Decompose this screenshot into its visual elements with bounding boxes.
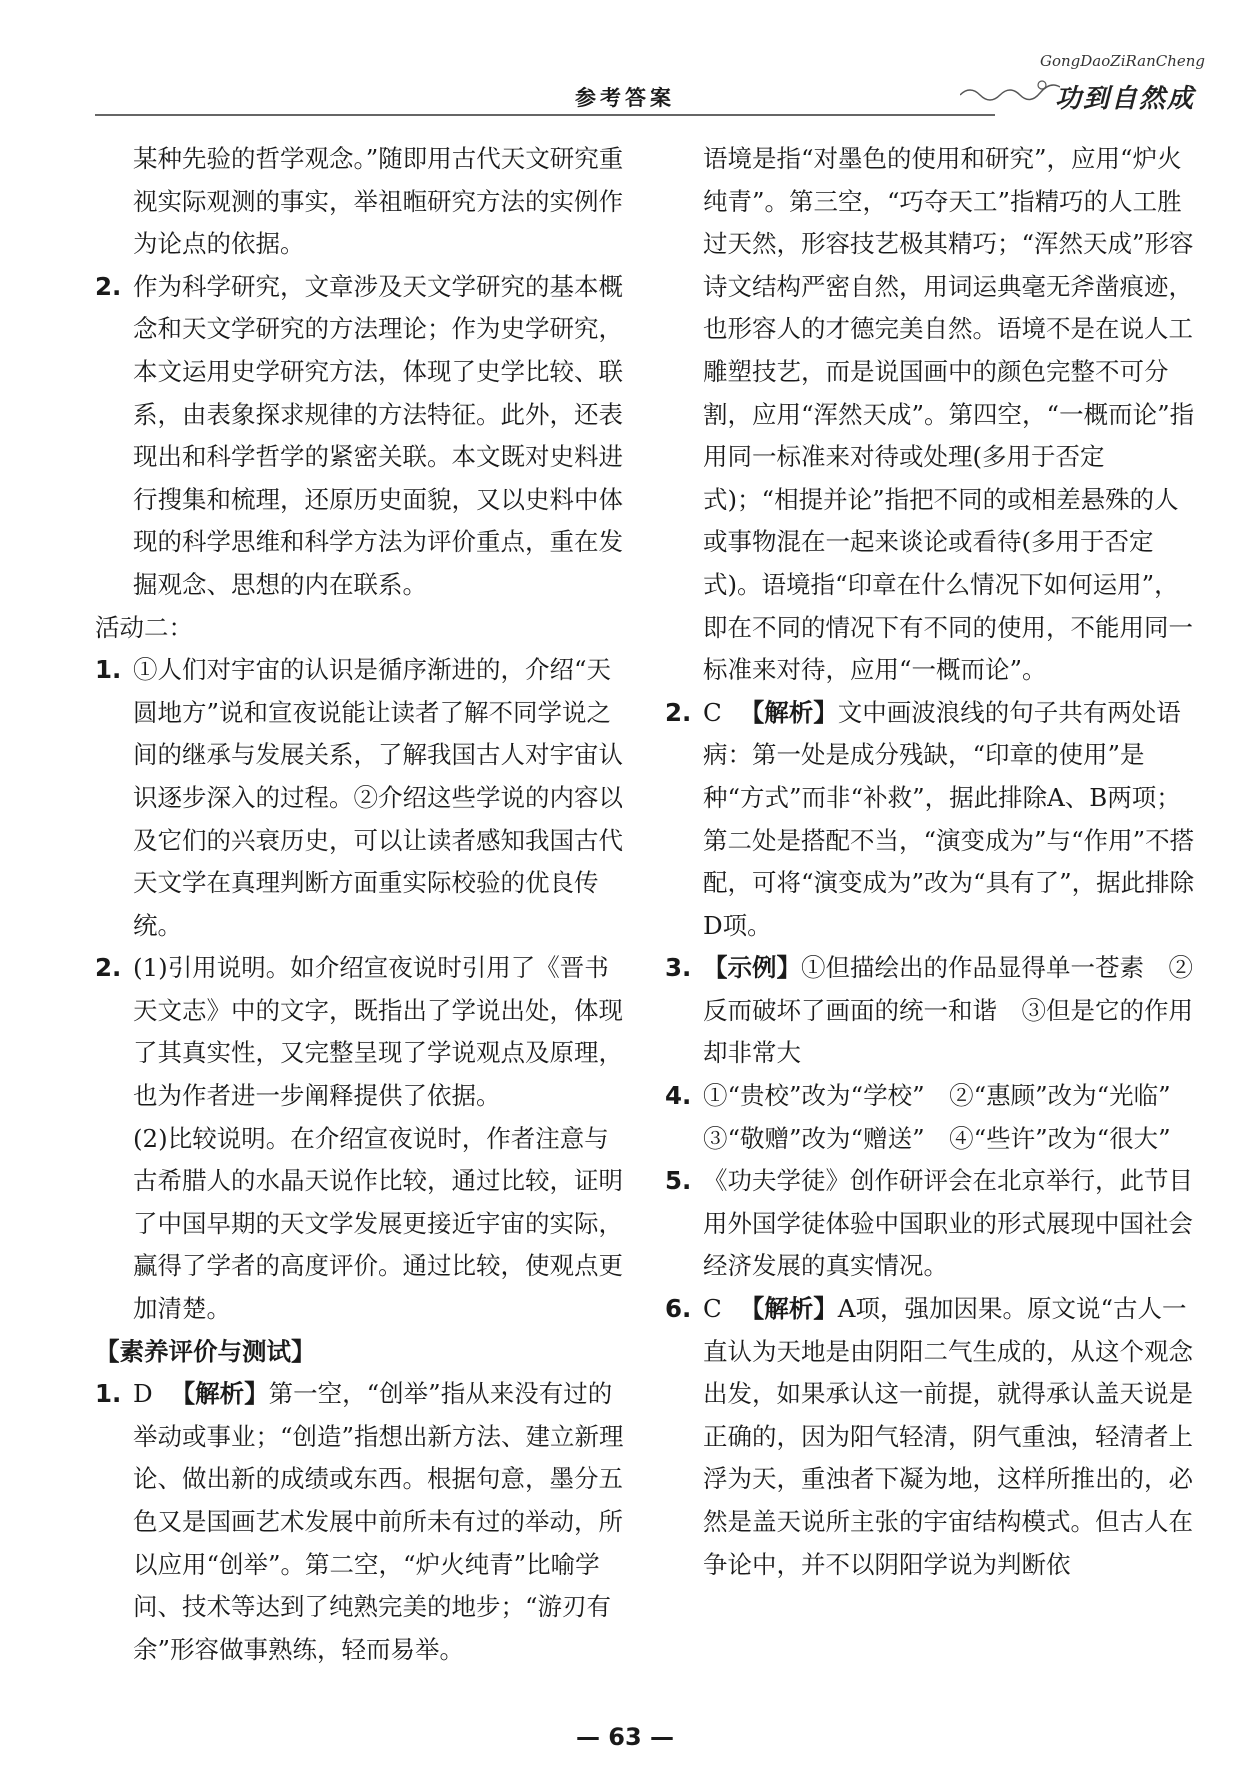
analysis-label: 【解析】 — [739, 1294, 838, 1324]
list-item — [665, 1075, 1195, 1160]
brand-logo-text: 功到自然成 — [1055, 84, 1196, 114]
item-number: 1. — [95, 655, 122, 685]
item-body — [703, 947, 1195, 1075]
continued-paragraph: 某种先验的哲学观念。”随即用古代天文研究重视实际观测的事实，举祖暅研究方法的实例作为论点的依据。 — [133, 144, 624, 259]
section-heading: 【素养评价与测试】 — [95, 1336, 316, 1366]
continued-paragraph: 语境是指“对墨色的使用和研究”，应用“炉火纯青”。第三空，“巧夺天工”指精巧的人工胜过天然，形容技艺极其精巧；“浑然天成”形容诗文结构严密自然，用词运典毫无斧凿痕迹，也形容人的才德完美自然。语境不是在说人工雕塑技艺，而是说国画中的颜色完整不可分割，应用“浑然天成”。第四空，“一概而论”指用同一标准来对待或处理(多用于否定式)；“相提并论”指把不同的或相差悬殊的人或事物混在一起来谈论或看待(多用于否定式)。语境指“印章在什么情况下如何运用”，即在不同的情况下有不同的使用，不能用同一标准来对待，应用“一概而论”。 — [703, 144, 1195, 685]
page-header — [0, 0, 1250, 120]
answer-choice: C — [703, 697, 722, 727]
item-text: 文中画波浪线的句子共有两处语病：第一处是成分残缺，“印章的使用”是种“方式”而非“补救”，据此排除A、B两项；第二处是搭配不当，“演变成为”与“作用”不搭配，可将“演变成为”改为“具有了”，据此排除D项。 — [703, 697, 1195, 940]
item-text: 作为科学研究，文章涉及天文学研究的基本概念和天文学研究的方法理论；作为史学研究，本文运用史学研究方法，体现了史学比较、联系，由表象探求规律的方法特征。此外，还表现出和科学哲学的紧密关联。本文既对史料进行搜集和梳理，还原历史面貌，又以史料中体现的科学思维和科学方法为评价重点，重在发掘观念、思想的内在联系。 — [133, 271, 623, 599]
answer-choice: C — [703, 1294, 722, 1324]
item-text: 第一空，“创举”指从来没有过的举动或事业；“创造”指想出新方法、建立新理论、做出新的成绩或东西。根据句意，墨分五色又是国画艺术发展中前所未有过的举动，所以应用“创举”。第二空，“炉火纯青”比喻学问、技术等达到了纯熟完美的地步；“游刃有余”形容做事熟练，轻而易举。 — [133, 1379, 624, 1664]
example-label: 【示例】 — [703, 953, 801, 983]
list-item — [95, 649, 625, 947]
activity-heading: 活动二： — [95, 612, 193, 642]
list-item — [665, 947, 1195, 1075]
list-item — [95, 947, 625, 1330]
item-number: 2. — [95, 953, 122, 983]
item-number: 4. — [665, 1081, 692, 1111]
item-body — [703, 1288, 1195, 1586]
item-number: 2. — [95, 271, 122, 301]
list-item — [95, 1373, 625, 1671]
item-text: ①人们对宇宙的认识是循序渐进的，介绍“天圆地方”说和宣夜说能让读者了解不同学说之间的继承与发展关系，了解我国古人对宇宙认识逐步深入的过程。②介绍这些学说的内容以及它们的兴衰历史，可以让读者感知我国古代天文学在真理判断方面重实际校验的优良传统。 — [133, 655, 623, 940]
analysis-label: 【解析】 — [739, 697, 838, 727]
item-body — [133, 947, 625, 1330]
item-text: (2)比较说明。在介绍宣夜说时，作者注意与古希腊人的水晶天说作比较，通过比较，证明了中国早期的天文学发展更接近宇宙的实际，赢得了学者的高度评价。通过比较，使观点更加清楚。 — [133, 1123, 623, 1324]
item-text: (1)引用说明。如介绍宣夜说时引用了《晋书天文志》中的文字，既指出了学说出处，体现了其真实性，又完整呈现了学说观点及原理，也为作者进一步阐释提供了依据。 — [133, 953, 623, 1111]
item-body — [133, 1373, 625, 1671]
list-item — [665, 1160, 1195, 1288]
item-body — [703, 692, 1195, 948]
item-text: ①但描绘出的作品显得单一苍素 ②反而破坏了画面的统一和谐 ③但是它的作用却非常大 — [703, 953, 1193, 1068]
page-title: 参考答案 — [575, 86, 675, 110]
list-item — [665, 1288, 1195, 1586]
left-column — [95, 138, 625, 1671]
analysis-label: 【解析】 — [170, 1379, 269, 1409]
item-text: A项，强加因果。原文说“古人一直认为天地是由阴阳二气生成的，从这个观念出发，如果承认这一前提，就得承认盖天说是正确的，因为阳气轻清，阴气重浊，轻清者上浮为天，重浊者下凝为地，这样所推出的，必然是盖天说所主张的宇宙结构模式。但古人在争论中，并不以阴阳学说为判断依 — [703, 1294, 1193, 1579]
list-item — [665, 692, 1195, 948]
right-column — [665, 138, 1195, 1586]
answer-choice: D — [133, 1379, 153, 1409]
item-number: 2. — [665, 697, 692, 727]
header-divider — [95, 114, 995, 116]
item-number: 1. — [95, 1379, 122, 1409]
vine-decoration-icon — [960, 75, 1060, 105]
page-number: — 63 — — [575, 1723, 675, 1751]
item-text: ①“贵校”改为“学校” ②“惠顾”改为“光临” ③“敬赠”改为“赠送” ④“些许”改为“很大” — [703, 1081, 1196, 1153]
item-number: 6. — [665, 1294, 692, 1324]
brand-pinyin: GongDaoZiRanCheng — [1040, 52, 1206, 70]
item-text: 《功夫学徒》创作研评会在北京举行，此节目用外国学徒体验中国职业的形式展现中国社会经济发展的真实情况。 — [703, 1166, 1193, 1281]
item-number: 3. — [665, 953, 692, 983]
list-item — [95, 266, 625, 607]
item-number: 5. — [665, 1166, 692, 1196]
